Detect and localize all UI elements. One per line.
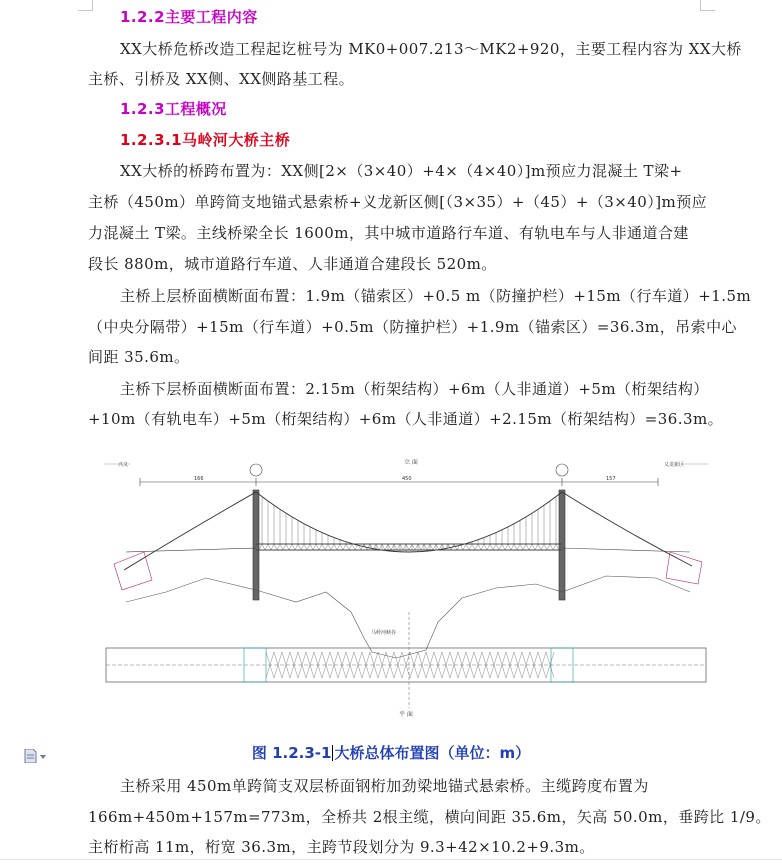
truss-diagonal <box>457 544 460 550</box>
approach-deck-right <box>562 548 690 552</box>
dimension-main: 450 <box>402 476 412 482</box>
truss-diagonal <box>511 544 514 550</box>
truss-diagonal <box>520 544 523 550</box>
truss-diagonal <box>298 544 301 550</box>
truss-diagonal <box>433 544 436 550</box>
paragraph-line: 段长 880m，城市道路行车道、人非通道合建段长 520m。 <box>88 255 497 273</box>
truss-diagonal <box>331 544 334 550</box>
tower-axis-marker <box>556 464 568 476</box>
side-cable-left <box>124 492 256 570</box>
truss-diagonal <box>541 544 544 550</box>
paragraph-line: +10m（有轨电车）+5m（桁架结构）+6m（人非通道）+2.15m（桁架结构）=36.3m。 <box>88 410 724 428</box>
truss-diagonal <box>379 544 382 550</box>
truss-diagonal <box>319 544 322 550</box>
truss-diagonal <box>469 544 472 550</box>
bridge-layout-drawing <box>96 452 716 734</box>
right-anchorage <box>666 552 702 584</box>
truss-diagonal <box>490 544 493 550</box>
truss-diagonal <box>340 544 343 550</box>
truss-diagonal <box>280 544 283 550</box>
paragraph-line: XX大桥危桥改造工程起讫桩号为 MK0+007.213～MK2+920，主要工程内容为 XX大桥 <box>120 40 742 58</box>
truss-diagonal <box>478 544 481 550</box>
page-boundary <box>0 859 782 860</box>
dimension-right: 157 <box>606 476 616 482</box>
truss-diagonal <box>466 544 469 550</box>
paragraph-line: 主桥下层桥面横断面布置：2.15m（桁架结构）+6m（人非通道）+5m（桁架结构） <box>120 380 709 398</box>
approach-deck-left <box>126 548 256 552</box>
left-end-label: 兴义 <box>118 462 129 468</box>
truss-diagonal <box>418 544 421 550</box>
truss-diagonal <box>424 544 427 550</box>
truss-diagonal <box>505 544 508 550</box>
truss-diagonal <box>550 544 553 550</box>
truss-diagonal <box>268 544 271 550</box>
side-cable-right <box>562 492 692 566</box>
heading-1-2-3: 1.2.3工程概况 <box>120 100 227 118</box>
paragraph-line: 主桥、引桥及 XX侧、XX侧路基工程。 <box>88 70 355 88</box>
truss-diagonal <box>334 544 337 550</box>
heading-1-2-3-1: 1.2.3.1马岭河大桥主桥 <box>120 131 291 149</box>
truss-diagonal <box>517 544 520 550</box>
figure-number: 图 1.2.3-1 <box>251 744 332 762</box>
truss-diagonal <box>400 544 403 550</box>
truss-diagonal <box>310 544 313 550</box>
heading-1-2-2: 1.2.2主要工程内容 <box>120 8 258 26</box>
truss-diagonal <box>535 544 538 550</box>
page-corner-mark-right <box>700 0 715 11</box>
truss-diagonal <box>283 544 286 550</box>
truss-diagonal <box>286 544 289 550</box>
paragraph-line: 主桁桁高 11m，桁宽 36.3m，主跨节段划分为 9.3+42×10.2+9.3m。 <box>88 838 595 856</box>
truss-diagonal <box>532 544 535 550</box>
truss-diagonal <box>502 544 505 550</box>
left-anchorage <box>114 552 152 590</box>
truss-diagonal <box>292 544 295 550</box>
paragraph-line: 主桥上层桥面横断面布置：1.9m（锚索区）+0.5 m（防撞护栏）+15m（行车道）+1.5m <box>120 287 752 305</box>
truss-diagonal <box>307 544 310 550</box>
truss-diagonal <box>475 544 478 550</box>
truss-diagonal <box>472 544 475 550</box>
truss-diagonal <box>304 544 307 550</box>
truss-diagonal <box>463 544 466 550</box>
paragraph-line: （中央分隔带）+15m（行车道）+0.5m（防撞护栏）+1.9m（锚索区）=36.3m，吊索中心 <box>88 318 737 336</box>
truss-diagonal <box>493 544 496 550</box>
paragraph-line: 主桥采用 450m单跨简支双层桥面钢桁加劲梁地锚式悬索桥。主缆跨度布置为 <box>120 777 649 795</box>
right-end-label: 义龙新区 <box>664 462 685 468</box>
paragraph-line: 间距 35.6m。 <box>88 348 190 366</box>
truss-diagonal <box>394 544 397 550</box>
truss-diagonal <box>388 544 391 550</box>
truss-diagonal <box>391 544 394 550</box>
paragraph-line: 力混凝土 T梁。主线桥梁全长 1600m，其中城市道路行车道、有轨电车与人非通道合建 <box>88 224 689 242</box>
truss-diagonal <box>262 544 265 550</box>
truss-diagonal <box>436 544 439 550</box>
dimension-left: 166 <box>194 476 204 482</box>
truss-diagonal <box>415 544 418 550</box>
truss-diagonal <box>274 544 277 550</box>
truss-diagonal <box>385 544 388 550</box>
truss-diagonal <box>313 544 316 550</box>
truss-diagonal <box>325 544 328 550</box>
truss-diagonal <box>523 544 526 550</box>
truss-diagonal <box>295 544 298 550</box>
truss-diagonal <box>322 544 325 550</box>
truss-diagonal <box>508 544 511 550</box>
plan-label: 平 面 <box>399 711 413 718</box>
left-tower <box>253 490 259 600</box>
right-tower <box>559 490 565 600</box>
truss-diagonal <box>316 544 319 550</box>
truss-diagonal <box>301 544 304 550</box>
paragraph-line: 166m+450m+157m=773m，全桥共 2根主缆，横向间距 35.6m，矢高 50.0m，垂跨比 1/9。 <box>88 808 771 826</box>
truss-diagonal <box>382 544 385 550</box>
truss-diagonal <box>499 544 502 550</box>
truss-diagonal <box>526 544 529 550</box>
main-cable <box>256 492 562 552</box>
truss-diagonal <box>259 544 262 550</box>
truss-diagonal <box>358 544 361 550</box>
truss-diagonal <box>553 544 556 550</box>
figure-title: 大桥总体布置图（单位：m） <box>334 744 531 762</box>
truss-diagonal <box>544 544 547 550</box>
truss-diagonal <box>289 544 292 550</box>
truss-diagonal <box>556 544 559 550</box>
truss-diagonal <box>538 544 541 550</box>
truss-diagonal <box>430 544 433 550</box>
valley-label: 马岭河峡谷 <box>371 630 397 636</box>
truss-diagonal <box>406 544 409 550</box>
truss-diagonal <box>427 544 430 550</box>
truss-diagonal <box>352 544 355 550</box>
truss-diagonal <box>403 544 406 550</box>
page-corner-mark-left <box>78 0 93 11</box>
truss-diagonal <box>529 544 532 550</box>
figure-caption <box>0 742 782 763</box>
tower-axis-marker <box>250 464 262 476</box>
truss-diagonal <box>271 544 274 550</box>
truss-diagonal <box>370 544 373 550</box>
truss-diagonal <box>514 544 517 550</box>
truss-diagonal <box>412 544 415 550</box>
truss-diagonal <box>409 544 412 550</box>
truss-diagonals <box>256 544 562 550</box>
truss-diagonal <box>445 544 448 550</box>
truss-diagonal <box>265 544 268 550</box>
truss-diagonal <box>346 544 349 550</box>
truss-diagonal <box>421 544 424 550</box>
truss-diagonal <box>487 544 490 550</box>
truss-diagonal <box>349 544 352 550</box>
truss-diagonal <box>337 544 340 550</box>
truss-diagonal <box>496 544 499 550</box>
paragraph-line: XX大桥的桥跨布置为：XX侧[2×（3×40）+4×（4×40）]m预应力混凝土 T梁+ <box>120 162 683 180</box>
truss-diagonal <box>397 544 400 550</box>
paragraph-line: 主桥（450m）单跨简支地锚式悬索桥+义龙新区侧[（3×35）+（45）+（3×40）]m预应 <box>88 193 708 211</box>
truss-diagonal <box>367 544 370 550</box>
terrain-profile <box>126 576 690 658</box>
truss-diagonal <box>448 544 451 550</box>
truss-diagonal <box>277 544 280 550</box>
truss-diagonal <box>343 544 346 550</box>
truss-diagonal <box>547 544 550 550</box>
truss-diagonal <box>481 544 484 550</box>
truss-diagonal <box>484 544 487 550</box>
elevation-label: 立 面 <box>404 459 418 466</box>
truss-diagonal <box>328 544 331 550</box>
